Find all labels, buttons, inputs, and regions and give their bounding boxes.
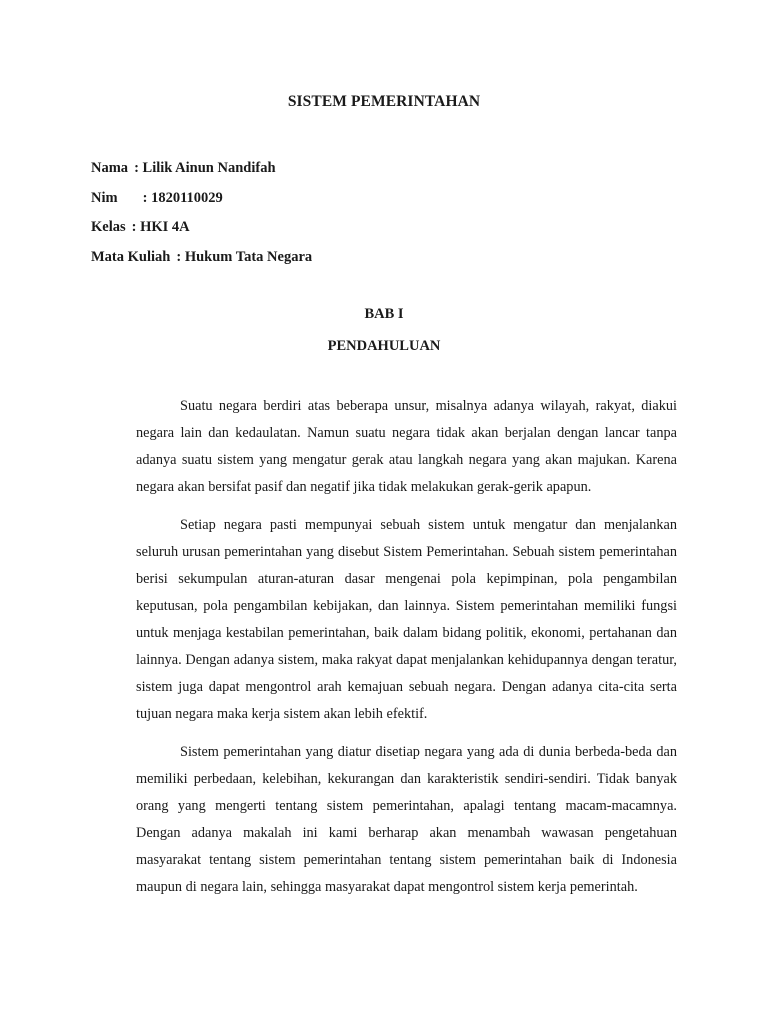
identity-value: Lilik Ainun Nandifah [142,160,276,176]
identity-row-name [91,157,312,187]
identity-separator: : [142,189,148,206]
identity-row-class [91,216,312,246]
paragraph: Suatu negara berdiri atas beberapa unsur, misalnya adanya wilayah, rakyat, diakui negara lain dan kedaulatan. Namun suatu negara tidak akan berjalan dengan lancar tanpa adanya suatu sistem yang mengatur gerak atau langkah negara yang akan majukan. Karena negara akan bersifat pasif dan negatif jika tidak melakukan gerak-gerik apapun. [136,398,677,495]
identity-label: Nama [91,160,129,176]
identity-value: 1820110029 [151,189,223,206]
identity-value: Hukum Tata Negara [184,248,313,265]
paragraph: Sistem pemerintahan yang diatur disetiap negara yang ada di dunia berbeda-beda dan memiliki perbedaan, kelebihan, kekurangan dan karakteristik sendiri-sendiri. Tidak banyak orang yang mengerti tentang sistem pemerintahan, apalagi tentang macam-macamnya. Dengan adanya makalah ini kami berharap akan menambah wawasan pengetahuan masyarakat tentang sistem pemerintahan tentang sistem pemerintahan baik di Indonesia maupun di negara lain, sehingga masyarakat dapat mengontrol sistem kerja pemerintah. [136,744,677,895]
identity-row-course [91,246,312,276]
document-title: SISTEM PEMERINTAHAN [287,93,481,110]
identity-separator: : [131,219,137,235]
paragraph: Setiap negara pasti mempunyai sebuah sistem untuk mengatur dan menjalankan seluruh urusan pemerintahan yang disebut Sistem Pemerintahan. Sebuah sistem pemerintahan berisi sekumpulan aturan-aturan dasar mengenai pola kepimpinan, pola pengambilan keputusan, pola pengambilan kebijakan, dan lainnya. Sistem pemerintahan memiliki fungsi untuk menjaga kestabilan pemerintahan, baik dalam bidang politik, ekonomi, pertahanan dan lainnya. Dengan adanya sistem, maka rakyat dapat menjalankan kehidupannya dengan teratur, sistem juga dapat mengontrol arah kemajuan sebuah negara. Dengan adanya cita-cita serta tujuan negara maka kerja sistem akan lebih efektif. [136,517,677,722]
identity-label: Kelas [91,219,126,235]
identity-label: Nim [91,189,118,206]
body-text [136,393,677,912]
student-identity-block [91,157,312,275]
identity-row-nim [91,187,312,217]
identity-label: Mata Kuliah [91,248,171,265]
identity-separator: : [176,248,182,265]
identity-value: HKI 4A [140,219,190,235]
chapter-number: BAB I [364,306,404,322]
chapter-title: PENDAHULUAN [327,338,441,354]
identity-separator: : [134,160,139,176]
